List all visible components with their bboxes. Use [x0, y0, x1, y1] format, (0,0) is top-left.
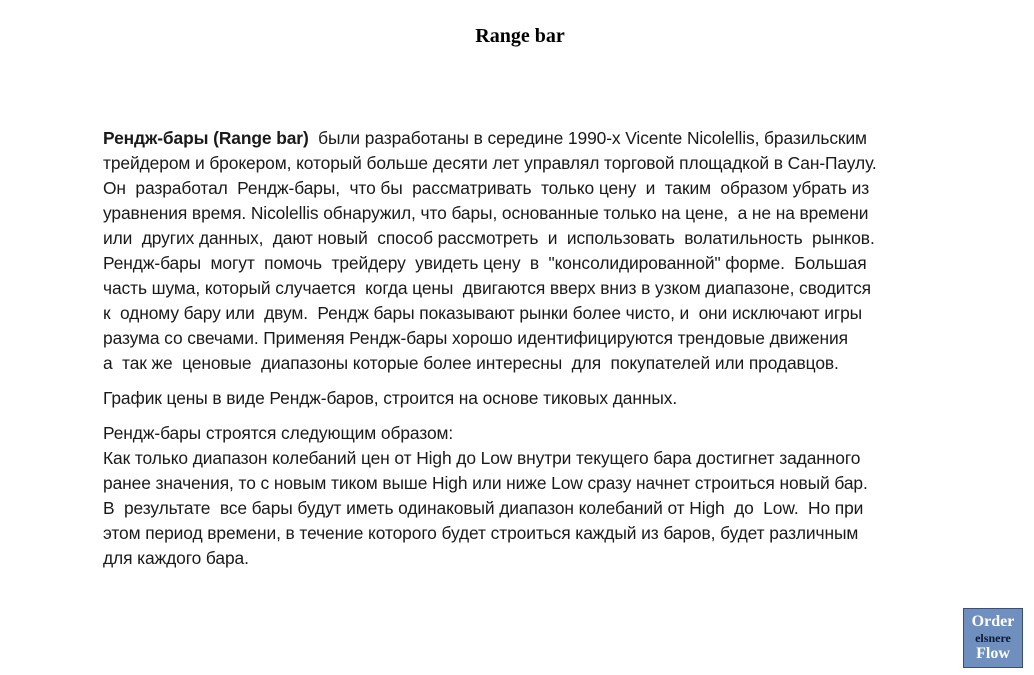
text-line: этом период времени, в течение которого будет строиться каждый из баров, будет различным — [103, 523, 859, 543]
badge-line-order: Order — [971, 613, 1015, 630]
badge-line-flow: Flow — [976, 645, 1010, 662]
text-line: к одному бару или двум. Рендж бары показывают рынки более чисто, и они исключают игры — [103, 303, 863, 323]
text-line: часть шума, который случается когда цены двигаются вверх вниз в узком диапазоне, сводится — [103, 278, 871, 298]
text-line: уравнения время. Nicolellis обнаружил, что бары, основанные только на цене, а не на времени — [103, 203, 869, 223]
text-line: для каждого бара. — [103, 548, 249, 568]
badge-line-middle: elsnere — [975, 631, 1011, 645]
lead-term: Рендж-бары (Range bar) — [103, 128, 309, 148]
text-line: трейдером и брокером, который больше десяти лет управлял торговой площадкой в Сан-Паулу. — [103, 153, 877, 173]
article-body — [103, 126, 943, 571]
page-title: Range bar — [475, 25, 565, 47]
text-line: разума со свечами. Применяя Рендж-бары хорошо идентифицируются трендовые движения — [103, 328, 848, 348]
text-line: или других данных, дают новый способ рассмотреть и использовать волатильность рынков. — [103, 228, 875, 248]
text-line — [103, 126, 943, 151]
paragraph-tick-data: График цены в виде Рендж-баров, строится на основе тиковых данных. — [103, 388, 678, 408]
text-line: а так же ценовые диапазоны которые более интересны для покупателей или продавцов. — [103, 353, 839, 373]
paragraph-construction — [103, 421, 943, 571]
text-line: Рендж-бары могут помочь трейдеру увидеть цену в "консолидированной" форме. Большая — [103, 253, 867, 273]
text-line: ранее значения, то с новым тиком выше High или ниже Low сразу начнет строиться новый бар. — [103, 473, 868, 493]
text-line-rest: были разработаны в середине 1990-х Vicente Nicolellis, бразильским — [308, 128, 867, 148]
text-line: Он разработал Рендж-бары, что бы рассматривать только цену и таким образом убрать из — [103, 178, 870, 198]
text-line: Как только диапазон колебаний цен от High до Low внутри текущего бара достигнет заданного — [103, 448, 861, 468]
text-line: Рендж-бары строятся следующим образом: — [103, 423, 454, 443]
order-flow-badge[interactable] — [963, 608, 1023, 668]
paragraph-intro — [103, 126, 943, 376]
text-line: В результате все бары будут иметь одинаковый диапазон колебаний от High до Low. Но при — [103, 498, 864, 518]
